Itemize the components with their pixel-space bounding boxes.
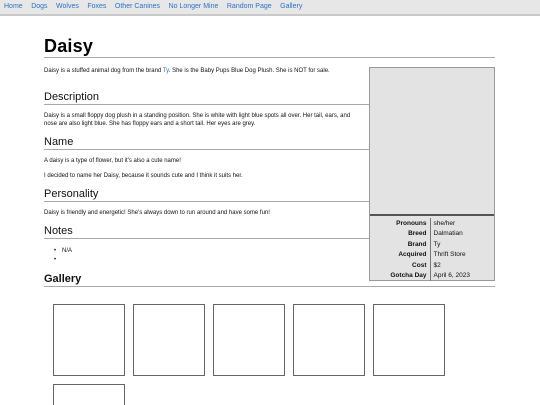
infobox-value: she/her — [433, 219, 456, 227]
personality-text: Daisy is friendly and energetic! She's always down to run around and have some fun! — [44, 210, 270, 216]
nav-random-page-link[interactable]: Random Page — [226, 3, 272, 10]
infobox-value: Ty — [433, 240, 441, 248]
notes-heading: Notes — [44, 225, 73, 237]
nav-foxes-link[interactable]: Foxes — [87, 3, 107, 10]
name-divider — [44, 149, 369, 150]
name-text-1: A daisy is a type of flower, but it's also a cute name! — [44, 158, 181, 164]
infobox-key: Brand — [370, 239, 430, 250]
infobox-value: Dalmatian — [433, 230, 463, 238]
intro-text-end: . She is the Baby Pups Blue Dog Plush. She is NOT for sale. — [168, 68, 330, 74]
notes-divider — [44, 238, 369, 239]
infobox-key: Pronouns — [370, 218, 430, 229]
description-heading: Description — [44, 91, 100, 103]
infobox-key: Gotcha Day — [370, 271, 430, 282]
brand-link[interactable]: Ty — [162, 68, 169, 74]
infobox-row — [370, 271, 494, 282]
infobox-row — [370, 218, 494, 229]
gallery-thumbnail[interactable] — [293, 304, 365, 376]
infobox-value: Thrift Store — [433, 251, 466, 259]
gallery-divider — [44, 286, 495, 287]
intro-text-start: Daisy is a stuffed animal dog from the brand — [44, 68, 163, 74]
nav-no-longer-mine-link[interactable]: No Longer Mine — [168, 3, 219, 10]
name-text-2: I decided to name her Daisy, because it sounds cute and I think it suits her. — [44, 173, 243, 179]
description-text: Daisy is a small floppy dog plush in a standing position. She is white with light blue spots all over. Her tail, ears, and nose are also light blue. She has floppy ears and a short tail. Her eyes are grey. — [44, 113, 351, 127]
gallery-thumbnail[interactable] — [53, 304, 125, 376]
infobox — [369, 67, 495, 281]
nav-gallery-link[interactable]: Gallery — [280, 3, 303, 10]
nav-wolves-link[interactable]: Wolves — [56, 3, 79, 10]
notes-list — [54, 247, 72, 256]
gallery-thumbnail[interactable] — [53, 384, 125, 405]
infobox-key: Acquired — [370, 250, 430, 261]
name-heading: Name — [44, 136, 74, 148]
infobox-key: Cost — [370, 260, 430, 271]
gallery-heading: Gallery — [44, 273, 82, 285]
title-divider — [44, 57, 495, 58]
intro-paragraph — [44, 67, 362, 75]
infobox-row — [370, 229, 494, 240]
infobox-row — [370, 260, 494, 271]
nav-home-link[interactable]: Home — [4, 3, 23, 10]
infobox-row — [370, 239, 494, 250]
nav-other-canines-link[interactable]: Other Canines — [114, 3, 161, 10]
infobox-value: $2 — [433, 261, 441, 269]
description-divider — [44, 104, 369, 105]
page-title: Daisy — [44, 36, 94, 56]
infobox-table — [370, 218, 494, 281]
gallery-thumbnail[interactable] — [373, 304, 445, 376]
infobox-key: Breed — [370, 229, 430, 240]
infobox-value: April 6, 2023 — [433, 272, 470, 280]
infobox-row — [370, 250, 494, 261]
personality-heading: Personality — [44, 188, 99, 200]
gallery-thumbnail[interactable] — [213, 304, 285, 376]
gallery-thumbnail[interactable] — [133, 304, 205, 376]
personality-divider — [44, 201, 369, 202]
notes-list-item: • N/A — [54, 247, 72, 256]
infobox-photo — [370, 68, 494, 216]
top-nav — [0, 0, 540, 16]
nav-dogs-link[interactable]: Dogs — [31, 3, 48, 10]
